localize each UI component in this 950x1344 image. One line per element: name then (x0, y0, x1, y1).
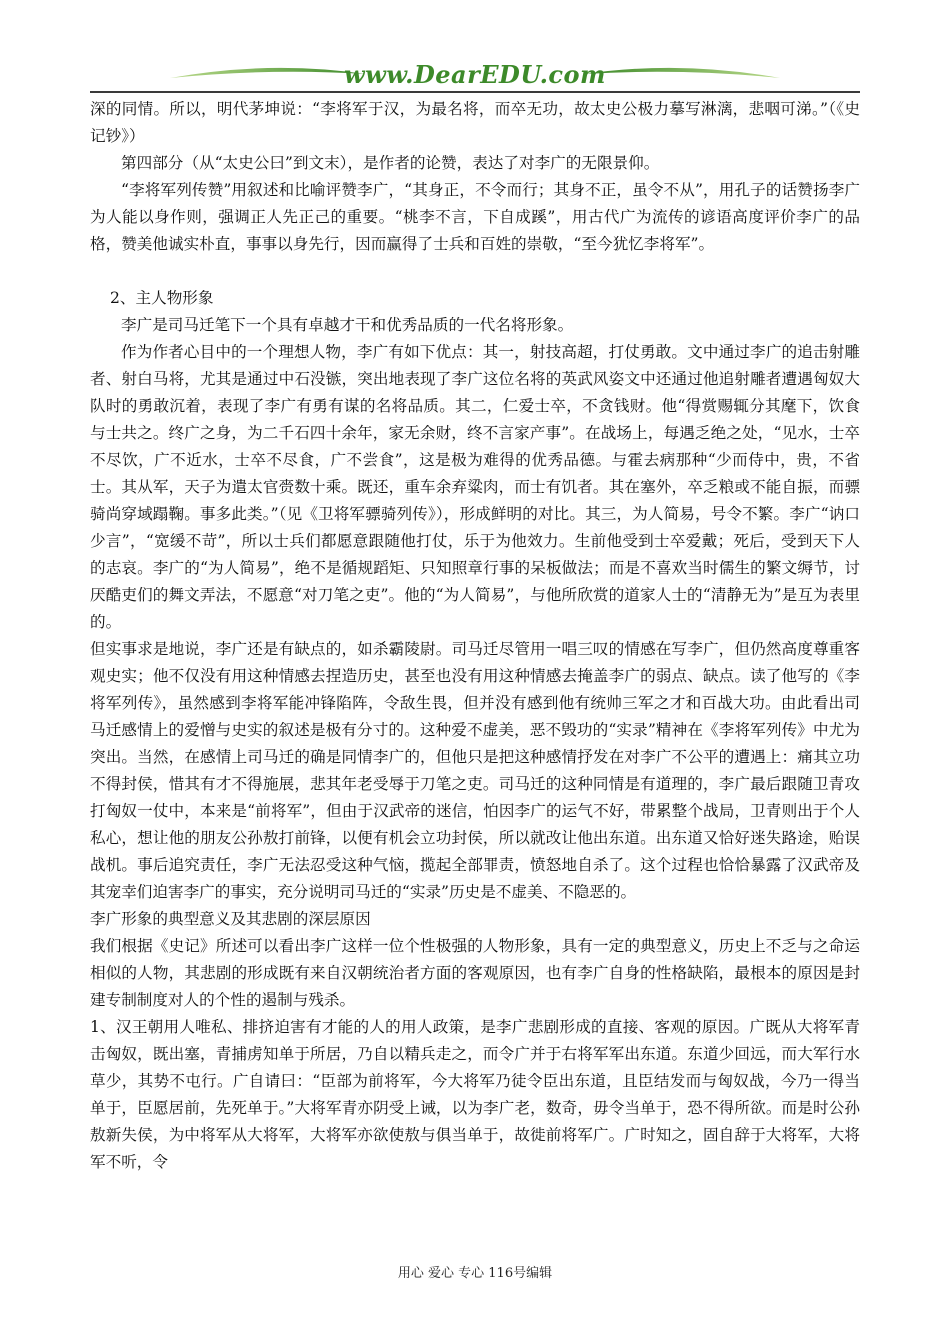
section-heading: 李广形象的典型意义及其悲剧的深层原因 (90, 910, 371, 928)
site-logo[interactable]: www.DearEDU.com (344, 60, 606, 89)
paragraph: 深的同情。所以，明代茅坤说：“李将军于汉，为最名将，而卒无功，故太史公极力摹写淋漓，悲咽可涕。”（《史记钞》） (90, 100, 860, 145)
page-footer: 用心 爱心 专心 116号编辑 (397, 1266, 553, 1281)
paragraph: 但实事求是地说，李广还是有缺点的，如杀霸陵尉。司马迁尽管用一唱三叹的情感在写李广，但仍然高度尊重客观史实；他不仅没有用这种情感去捏造历史，甚至也没有用这种情感去掩盖李广的弱点、缺点。读了他写的《李将军列传》，虽然感到李将军能冲锋陷阵，令敌生畏，但并没有感到他有统帅三军之才和百战大功。由此看出司马迁感情上的爱憎与史实的叙述是极有分寸的。这种爱不虚美，恶不毁功的“实录”精神在《李将军列传》中尤为突出。当然，在感情上司马迁的确是同情李广的，但他只是把这种感情抒发在对李广不公平的遭遇上：痛其立功不得封侯，惜其有才不得施展，悲其年老受辱于刀笔之吏。司马迁的这种同情是有道理的，李广最后跟随卫青攻打匈奴一仗中，本来是“前将军”，但由于汉武帝的迷信，怕因李广的运气不好，带累整个战局，卫青则出于个人私心，想让他的朋友公孙敖打前锋，以便有机会立功封侯，所以就改让他出东道。出东道又恰好迷失路途，贻误战机。事后追究责任，李广无法忍受这种气恼，揽起全部罪责，愤怒地自杀了。这个过程也恰恰暴露了汉武帝及其宠幸们迫害李广的事实，充分说明司马迁的“实录”历史是不虚美、不隐恶的。 (90, 640, 860, 901)
site-header (90, 58, 860, 94)
header-divider (90, 91, 860, 93)
document-body (90, 96, 860, 1176)
paragraph: 第四部分（从“太史公曰”到文末），是作者的论赞，表达了对李广的无限景仰。 (121, 154, 660, 172)
paragraph: 我们根据《史记》所述可以看出李广这样一位个性极强的人物形象，具有一定的典型意义，历史上不乏与之命运相似的人物，其悲剧的形成既有来自汉朝统治者方面的客观原因，也有李广自身的性格缺陷，最根本的原因是封建专制制度对人的个性的遏制与残杀。 (90, 937, 860, 1009)
spacer (90, 258, 860, 285)
section-heading: 2、主人物形象 (110, 289, 214, 307)
paragraph: 作为作者心目中的一个理想人物，李广有如下优点：其一，射技高超，打仗勇敢。文中通过李广的追击射雕者、射白马将，尤其是通过中石没镞，突出地表现了李广这位名将的英武风姿文中还通过他追射雕者遭遇匈奴大队时的勇敢沉着，表现了李广有勇有谋的名将品质。其二，仁爱士卒，不贪钱财。他“得赏赐辄分其麾下，饮食与士共之。终广之身，为二千石四十余年，家无余财，终不言家产事”。在战场上，每遇乏绝之处，“见水，士卒不尽饮，广不近水，士卒不尽食，广不尝食”，这是极为难得的优秀品德。与霍去病那种“少而侍中，贵，不省士。其从军，天子为遣太官赍数十乘。既还，重车余弃粱肉，而士有饥者。其在塞外，卒乏粮或不能自振，而骠骑尚穿域蹋鞠。事多此类。”（见《卫将军骠骑列传》），形成鲜明的对比。其三，为人简易，号令不繁。李广“讷口少言”，“宽缓不苛”，所以士兵们都愿意跟随他打仗，乐于为他效力。生前他受到士卒爱戴；死后，受到天下人的志哀。李广的“为人简易”，绝不是循规蹈矩、只知照章行事的呆板做法；而是不喜欢当时儒生的繁文缛节，讨厌酷吏们的舞文弄法，不愿意“对刀笔之吏”。他的“为人简易”，与他所欣赏的道家人士的“清静无为”是互为表里的。 (90, 343, 860, 631)
paragraph: “李将军列传赞”用叙述和比喻评赞李广，“其身正，不令而行；其身不正，虽令不从”，用孔子的话赞扬李广为人能以身作则，强调正人先正己的重要。“桃李不言，下自成蹊”，用古代广为流传的谚语高度评价李广的品格，赞美他诚实朴直，事事以身先行，因而赢得了士兵和百姓的崇敬，“至今犹忆李将军”。 (90, 181, 860, 253)
paragraph: 1、汉王朝用人唯私、排挤迫害有才能的人的用人政策，是李广悲剧形成的直接、客观的原因。广既从大将军青击匈奴，既出塞，青捕虏知单于所居，乃自以精兵走之，而令广并于右将军军出东道。东道少回远，而大军行水草少，其势不屯行。广自请曰：“臣部为前将军，今大将军乃徒令臣出东道，且臣结发而与匈奴战，今乃一得当单于，臣愿居前，先死单于。”大将军青亦阴受上诫，以为李广老，数奇，毋令当单于，恐不得所欲。而是时公孙敖新失侯，为中将军从大将军，大将军亦欲使敖与俱当单于，故徙前将军广。广时知之，固自辞于大将军，大将军不听，令 (90, 1018, 860, 1171)
paragraph: 李广是司马迁笔下一个具有卓越才干和优秀品质的一代名将形象。 (121, 316, 574, 334)
